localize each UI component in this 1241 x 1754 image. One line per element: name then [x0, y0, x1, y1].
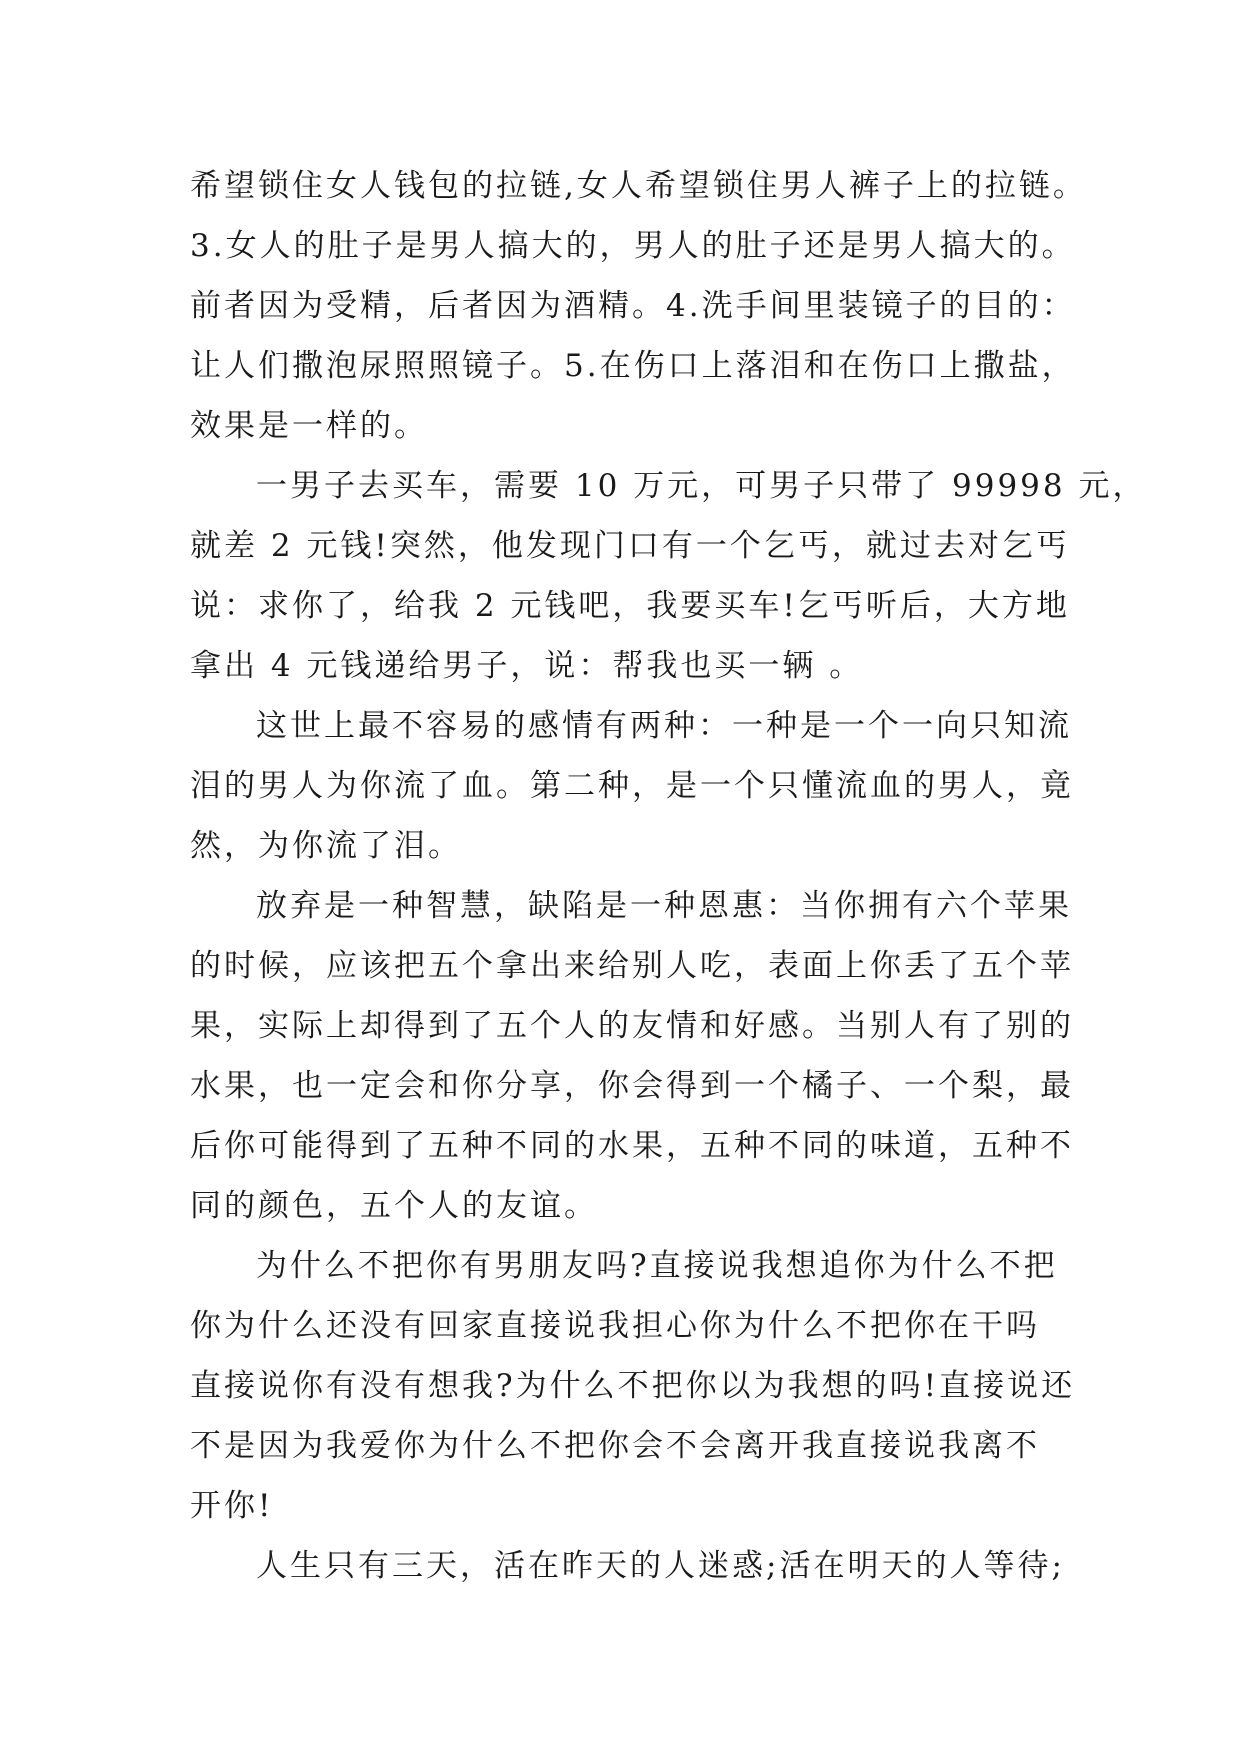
text-line: 水果，也一定会和你分享，你会得到一个橘子、一个梨，最	[190, 1068, 1074, 1104]
text-line: 不是因为我爱你为什么不把你会不会离开我直接说我离不	[190, 1428, 1040, 1464]
paragraph-first-line: 人生只有三天，活在昨天的人迷惑;活在明天的人等待;	[256, 1548, 1065, 1584]
document-body	[190, 156, 1147, 1596]
text-line: 让人们撒泡尿照照镜子。5.在伤口上落泪和在伤口上撒盐，	[190, 348, 1076, 384]
text-line: 直接说你有没有想我?为什么不把你以为我想的吗!直接说还	[190, 1368, 1076, 1404]
text-line: 的时候，应该把五个拿出来给别人吃，表面上你丢了五个苹	[190, 948, 1074, 984]
text-line: 泪的男人为你流了血。第二种，是一个只懂流血的男人，竟	[190, 768, 1074, 804]
text-line: 说：求你了，给我 2 元钱吧，我要买车!乞丐听后，大方地	[190, 588, 1070, 624]
text-line: 效果是一样的。	[190, 408, 428, 444]
paragraph-first-line: 这世上最不容易的感情有两种：一种是一个一向只知流	[256, 708, 1072, 744]
text-line: 你为什么还没有回家直接说我担心你为什么不把你在干吗	[190, 1308, 1040, 1344]
text-line: 同的颜色，五个人的友谊。	[190, 1188, 598, 1224]
text-line: 就差 2 元钱!突然，他发现门口有一个乞丐，就过去对乞丐	[190, 528, 1070, 564]
text-line: 希望锁住女人钱包的拉链,女人希望锁住男人裤子上的拉链。	[190, 168, 1087, 204]
paragraph-first-line: 为什么不把你有男朋友吗?直接说我想追你为什么不把	[256, 1248, 1058, 1284]
paragraph-first-line: 放弃是一种智慧，缺陷是一种恩惠：当你拥有六个苹果	[256, 888, 1072, 924]
text-line: 后你可能得到了五种不同的水果，五种不同的味道，五种不	[190, 1128, 1074, 1164]
text-line: 前者因为受精，后者因为酒精。4.洗手间里装镜子的目的：	[190, 288, 1076, 324]
text-line: 果，实际上却得到了五个人的友情和好感。当别人有了别的	[190, 1008, 1074, 1044]
paragraph-first-line: 一男子去买车，需要 10 万元，可男子只带了 99998 元，	[256, 468, 1147, 504]
text-line: 3.女人的肚子是男人搞大的，男人的肚子还是男人搞大的。	[190, 228, 1076, 264]
text-line: 然，为你流了泪。	[190, 828, 462, 864]
text-line: 拿出 4 元钱递给男子，说：帮我也买一辆 。	[190, 648, 864, 684]
text-line: 开你!	[190, 1488, 274, 1524]
